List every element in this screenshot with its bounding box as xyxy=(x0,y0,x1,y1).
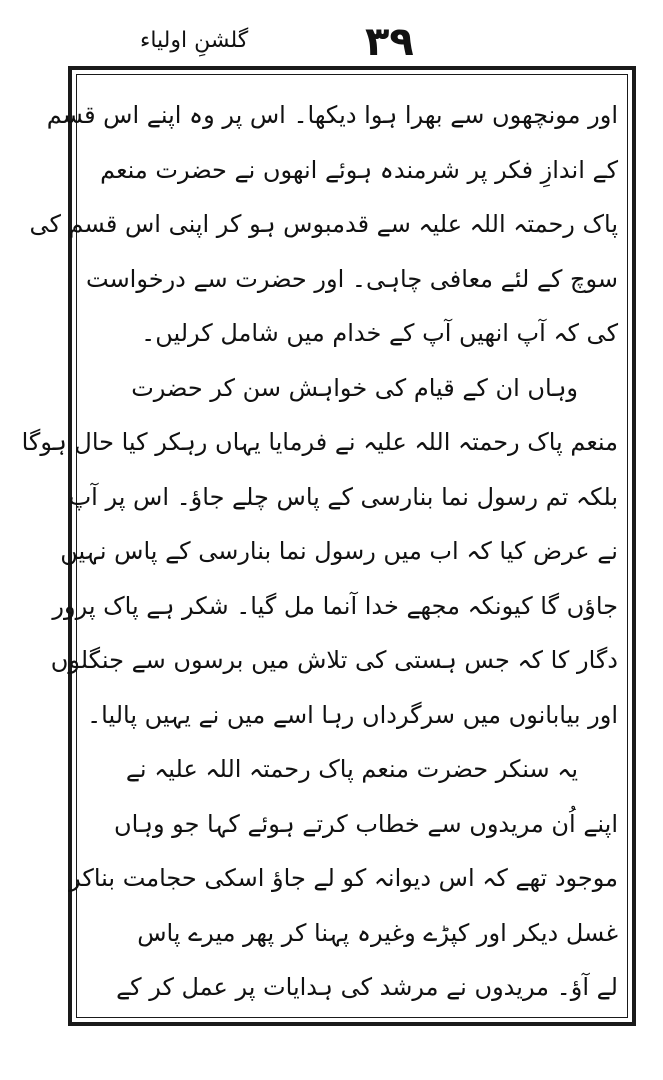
text-line: یہ سنکر حضرت منعم پاک رحمتہ اللہ علیہ نے xyxy=(125,755,578,783)
text-line: بلکہ تم رسول نما بنارسی کے پاس چلے جاؤ۔ اس پر آپ xyxy=(68,482,618,511)
text-line: کے اندازِ فکر پر شرمندہ ہوئے انھوں نے حضرت منعم xyxy=(100,155,618,184)
text-line: سوچ کے لئے معافی چاہی۔ اور حضرت سے درخواست xyxy=(86,264,618,293)
page-number: ۳۹ xyxy=(365,19,414,65)
text-line: کی کہ آپ انھیں آپ کے خدام میں شامل کرلیں۔ xyxy=(141,319,618,347)
text-line: اور بیابانوں میں سرگرداں رہا اسے میں نے یہیں پالیا۔ xyxy=(87,700,618,729)
text-line: وہاں ان کے قیام کی خواہش سن کر حضرت xyxy=(131,373,578,402)
text-line: نے عرض کیا کہ اب میں رسول نما بنارسی کے پاس نہیں xyxy=(60,537,618,565)
book-title: گلشنِ اولیاء xyxy=(140,28,249,53)
body-text xyxy=(21,88,618,1015)
text-line: جاؤں گا کیونکہ مجھے خدا آنما مل گیا۔ شکر ہے پاک پرور xyxy=(52,591,618,620)
running-header xyxy=(60,18,640,70)
text-line: منعم پاک رحمتہ اللہ علیہ نے فرمایا یہاں رہکر کیا حال ہوگا xyxy=(21,428,618,456)
text-line: لے آؤ۔ مریدوں نے مرشد کی ہدایات پر عمل کر کے xyxy=(116,973,618,1001)
text-line: اپنے اُن مریدوں سے خطاب کرتے ہوئے کہا جو وہاں xyxy=(113,809,618,838)
text-line: پاک رحمتہ اللہ علیہ سے قدمبوس ہو کر اپنی اس قسم کی xyxy=(29,210,618,238)
text-line: موجود تھے کہ اس دیوانہ کو لے جاؤ اسکی حجامت بناکر xyxy=(69,864,618,892)
text-line: اور مونچھوں سے بھرا ہوا دیکھا۔ اس پر وہ اپنے اس قسم xyxy=(46,101,618,129)
text-line: غسل دیکر اور کپڑے وغیرہ پہنا کر پھر میرے پاس xyxy=(137,918,618,947)
text-line: دگار کا کہ جس ہستی کی تلاش میں برسوں سے جنگلوں xyxy=(50,646,618,674)
text-frame xyxy=(21,66,636,1026)
